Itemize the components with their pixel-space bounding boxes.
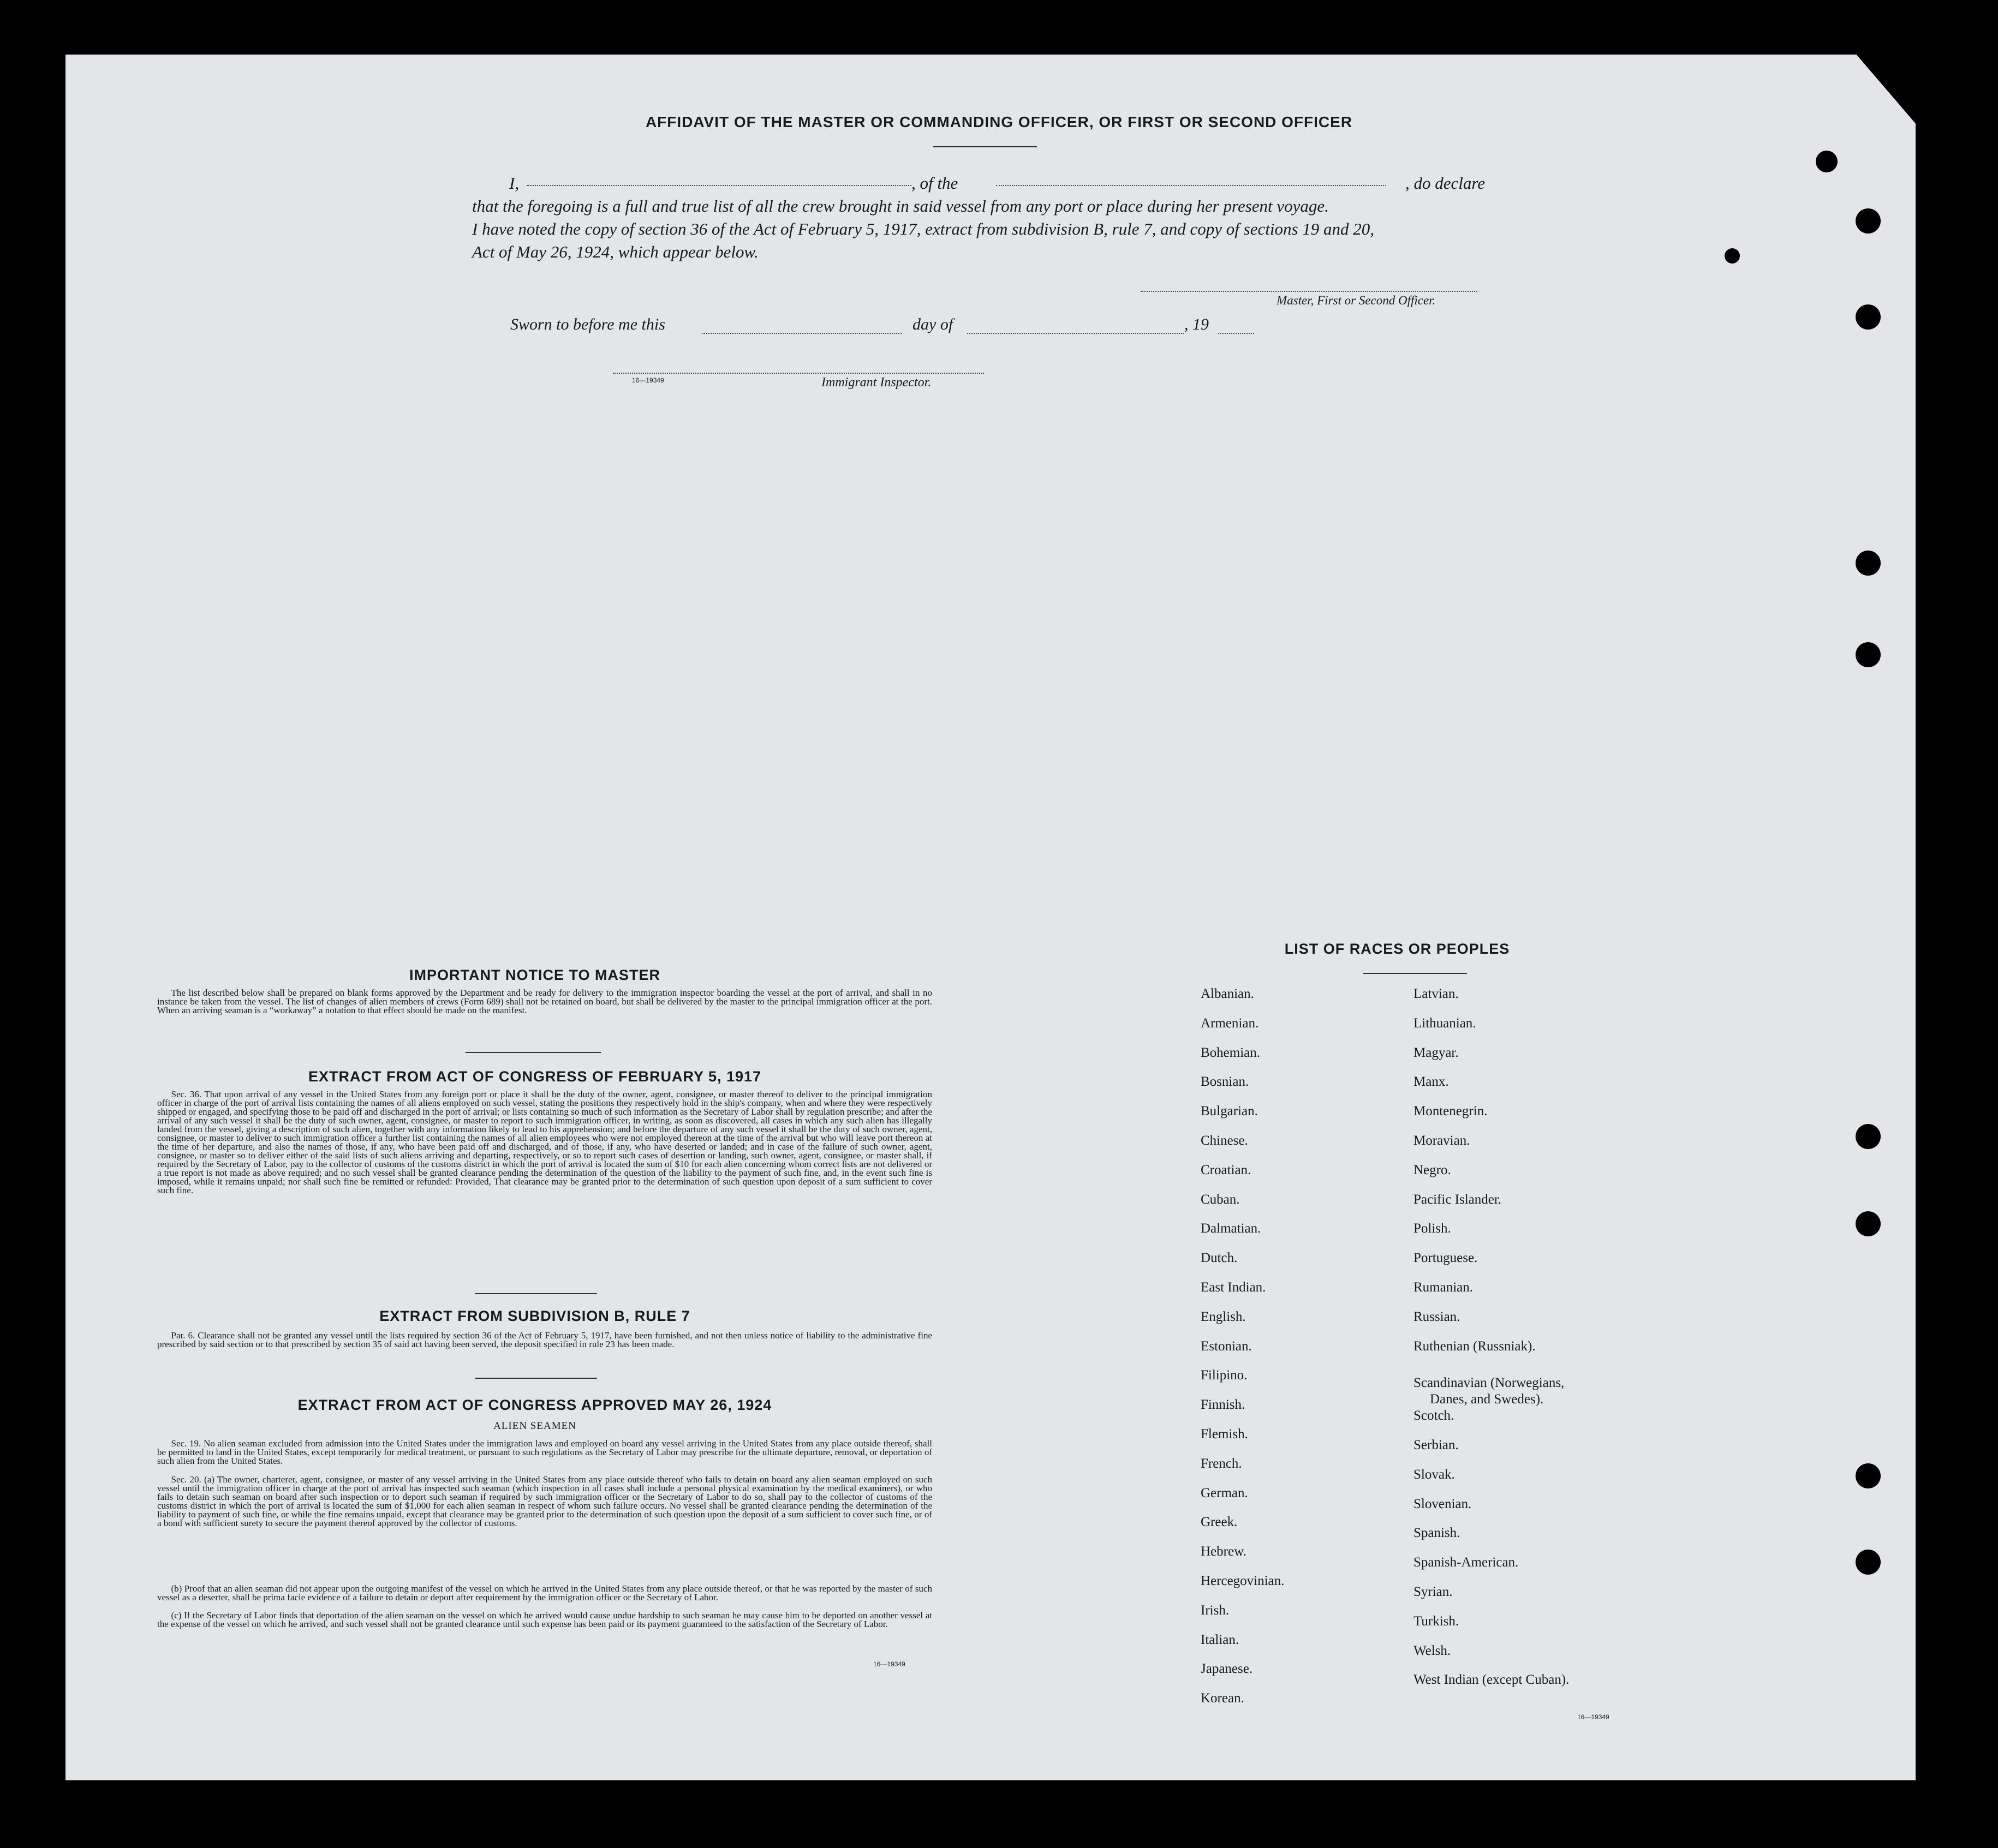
- vessel-name-field[interactable]: [996, 172, 1386, 186]
- race-item: Syrian.: [1413, 1584, 1453, 1599]
- race-item: Rumanian.: [1413, 1280, 1474, 1295]
- sworn-year-field[interactable]: [1218, 320, 1254, 334]
- race-item: West Indian (except Cuban).: [1413, 1672, 1570, 1688]
- race-item: Korean.: [1201, 1691, 1244, 1706]
- race-item: Albanian.: [1201, 986, 1254, 1001]
- race-item: Hercegovinian.: [1201, 1574, 1285, 1588]
- race-item: Russian.: [1413, 1309, 1460, 1324]
- race-item: Serbian.: [1413, 1438, 1459, 1452]
- race-item: English.: [1201, 1309, 1246, 1324]
- race-item: French.: [1201, 1456, 1242, 1471]
- rule7-title: EXTRACT FROM SUBDIVISION B, RULE 7: [379, 1308, 690, 1324]
- race-item: Bulgarian.: [1201, 1104, 1258, 1119]
- race-item: Moravian.: [1413, 1133, 1470, 1148]
- divider: [466, 1052, 601, 1053]
- divider: [475, 1378, 597, 1379]
- binder-hole: [1856, 304, 1881, 330]
- race-item: Irish.: [1201, 1602, 1230, 1618]
- race-item: Ruthenian (Russniak).: [1413, 1338, 1536, 1354]
- race-item: Italian.: [1201, 1632, 1239, 1647]
- race-item: Latvian.: [1413, 986, 1459, 1001]
- extract-1917-title: EXTRACT FROM ACT OF CONGRESS OF FEBRUARY 5, 1917: [308, 1068, 762, 1085]
- race-item: Estonian.: [1201, 1338, 1252, 1354]
- race-item: Dutch.: [1201, 1251, 1238, 1266]
- declarant-name-field[interactable]: [527, 172, 911, 186]
- race-item: Croatian.: [1201, 1162, 1251, 1177]
- race-item: Welsh.: [1413, 1643, 1451, 1658]
- race-item: Greek.: [1201, 1515, 1238, 1530]
- race-item: Slovenian.: [1413, 1496, 1472, 1511]
- sec20b-text: (b) Proof that an alien seaman did not appear upon the outgoing manifest of the vessel on which he arrived in the United States from any place outside thereof, or that he was reported by the master of such vessel as a deserter, shall be prima facie evidence of a failure to detain or deport after requirement by the immigration officer or the Secretary of Labor.: [157, 1583, 932, 1602]
- alien-seamen-subtitle: ALIEN SEAMEN: [493, 1420, 576, 1432]
- sworn-day-field[interactable]: [702, 320, 902, 334]
- binder-hole: [1816, 151, 1838, 172]
- race-item: Portuguese.: [1413, 1251, 1478, 1266]
- rule7-text: Par. 6. Clearance shall not be granted any vessel until the lists required by section 36 of the Act of February 5, 1917, have been furnished, and not then unless notice of liability to the administrative fine prescribed by said section or to that prescribed by section 35 of said act having been served, the deposit specified in rule 23 has been made.: [157, 1330, 932, 1349]
- races-right-column: [1413, 986, 1697, 1718]
- form-number: 16—19349: [632, 376, 664, 384]
- race-item: Slovak.: [1413, 1467, 1455, 1482]
- extract-1917-text: Sec. 36. That upon arrival of any vessel in the United States from any foreign port or place it shall be the duty of the owner, agent, consignee, or master thereof to deliver to the principal immigration officer in charge of the port of arrival lists containing the names of all aliens employed on such vessel, stating the positions they respectively hold in the ship's company, when and where they were respectively shipped or engaged, and specifying those to be paid off and discharged in the port of arrival; or lists containing so much of such information as the Secretary of Labor shall by regulation prescribe; and after the arrival of any such vessel it shall be the duty of such owner, agent, consignee, or master to report to such immigration officer, in writing, as soon as discovered, all cases in which any such alien has illegally landed from the vessel, giving a description of such alien, together with any information likely to lead to his apprehension; and before the departure of any such vessel it shall be the duty of such owner, agent, consignee, or master to deliver to such immigration officer a further list containing the names of all alien employees who were not employed thereon at the time of the arrival but who will leave port thereon at the time of her departure, and also the names of those, if any, who have been paid off and discharged, and of those, if any, who have deserted or landed; and in case of the failure of such owner, agent, consignee, or master so to deliver either of the said lists of such aliens arriving and departing, respectively, or so to report such cases of desertion or landing, such owner, agent, consignee, or master shall, if required by the Secretary of Labor, pay to the collector of customs of the customs district in which the port of arrival is located the sum of $10 for each alien concerning whom correct lists are not delivered or a true report is not made as above required; and no such vessel shall be granted clearance pending the determination of the question of the liability to the payment of such fine, and, in the event such fine is imposed, while it remains unpaid; nor shall such fine be remitted or refunded: Provided, That clearance may be granted prior to the determination of such question upon deposit of a sum sufficient to cover such fine.: [157, 1089, 932, 1195]
- races-title: LIST OF RACES OR PEOPLES: [1284, 941, 1510, 957]
- race-item: Filipino.: [1201, 1368, 1248, 1383]
- sec20a-text: Sec. 20. (a) The owner, charterer, agent, consignee, or master of any vessel arriving in the United States from any place outside thereof who fails to detain on board any alien seaman employed on such vessel until the immigration officer in charge at the port of arrival has inspected such seaman (which inspection in all cases shall include a personal physical examination by the medical examiners), or who fails to detain such seaman on board after such inspection or to deport such seaman if required by such immigration officer or the Secretary of Labor to do so, shall pay to the collector of customs of the customs district in which the port of arrival is located the sum of $1,000 for each alien seaman in respect of whom such failure occurs. No vessel shall be granted clearance pending the determination of the liability to payment of such fine, or while the fine remains unpaid, except that clearance may be granted prior to the determination of such question upon the deposit of a sum sufficient to cover such fine, or of a bond with sufficient surety to secure the payment thereof approved by the collector of customs.: [157, 1474, 932, 1528]
- binder-hole: [1856, 208, 1881, 234]
- race-item: Turkish.: [1413, 1613, 1459, 1629]
- form-number: 16—19349: [873, 1660, 905, 1668]
- race-item: Pacific Islander.: [1413, 1192, 1502, 1207]
- declaration-line-4: Act of May 26, 1924, which appear below.: [472, 242, 759, 261]
- race-item: Chinese.: [1201, 1133, 1248, 1148]
- divider: [933, 146, 1037, 147]
- do-declare-label: , do declare: [1405, 174, 1486, 193]
- day-of-label: day of: [912, 315, 953, 333]
- binder-hole: [1856, 1124, 1881, 1149]
- extract-1924-title: EXTRACT FROM ACT OF CONGRESS APPROVED MAY 26, 1924: [297, 1397, 772, 1413]
- race-item: Negro.: [1413, 1162, 1451, 1177]
- inspector-label: Immigrant Inspector.: [821, 375, 932, 390]
- race-item: East Indian.: [1201, 1280, 1266, 1295]
- binder-hole: [1856, 1211, 1881, 1236]
- notice-text: The list described below shall be prepared on blank forms approved by the Department and be ready for delivery to the immigration inspector boarding the vessel at the port of arrival, and shall in no instance be taken from the vessel. The list of changes of alien members of crews (Form 689) shall not be retained on board, but shall be delivered by the master to the principal immigration officer at the port. When an arriving seaman is a “workaway” a notation to that effect should be made on the manifest.: [157, 988, 932, 1015]
- binder-hole: [1856, 1550, 1881, 1575]
- race-item: Spanish.: [1413, 1526, 1460, 1541]
- binder-hole: [1856, 642, 1881, 667]
- inspector-signature-line[interactable]: [613, 373, 984, 374]
- affidavit-title: AFFIDAVIT OF THE MASTER OR COMMANDING OFFICER, OR FIRST OR SECOND OFFICER: [645, 113, 1353, 130]
- year-label: , 19: [1184, 315, 1209, 333]
- race-item: Finnish.: [1201, 1397, 1245, 1413]
- form-number: 16—19349: [1577, 1713, 1609, 1721]
- race-item: Danes, and Swedes).: [1430, 1392, 1544, 1407]
- sworn-label: Sworn to before me this: [510, 315, 665, 333]
- binder-hole: [1725, 248, 1740, 264]
- race-item: Scandinavian (Norwegians,: [1413, 1375, 1565, 1391]
- race-item: Flemish.: [1201, 1427, 1248, 1442]
- race-item: Japanese.: [1201, 1661, 1253, 1677]
- race-item: Cuban.: [1201, 1192, 1240, 1207]
- race-item: Bohemian.: [1201, 1045, 1261, 1060]
- race-item: Hebrew.: [1201, 1544, 1246, 1559]
- race-item: Polish.: [1413, 1221, 1451, 1236]
- race-item: Armenian.: [1201, 1015, 1259, 1031]
- race-item: German.: [1201, 1485, 1248, 1500]
- signature-label: Master, First or Second Officer.: [1277, 294, 1436, 307]
- declaration-line-2: that the foregoing is a full and true list of all the crew brought in said vessel from any port or place during her present voyage.: [472, 196, 1329, 216]
- signature-line[interactable]: [1141, 291, 1477, 292]
- declaration-line-3: I have noted the copy of section 36 of the Act of February 5, 1917, extract from subdivision B, rule 7, and copy of sections 19 and 20,: [472, 219, 1375, 238]
- race-item: Dalmatian.: [1201, 1221, 1261, 1236]
- race-item: Montenegrin.: [1413, 1104, 1488, 1119]
- race-item: Manx.: [1413, 1074, 1449, 1090]
- declarant-label: I,: [509, 174, 520, 193]
- divider: [475, 1293, 597, 1294]
- race-item: Scotch.: [1413, 1408, 1454, 1424]
- divider: [1363, 973, 1467, 974]
- race-item: Magyar.: [1413, 1045, 1459, 1060]
- sworn-month-field[interactable]: [967, 320, 1184, 334]
- binder-hole: [1856, 551, 1881, 576]
- notice-title: IMPORTANT NOTICE TO MASTER: [409, 967, 660, 983]
- sec19-text: Sec. 19. No alien seaman excluded from admission into the United States under the immigration laws and employed on board any vessel arriving in the United States from any place outside thereof, shall be permitted to land in the United States, except temporarily for medical treatment, or pursuant to such regulations as the Secretary of Labor may prescribe for the ultimate departure, removal, or deportation of such alien from the United States.: [157, 1438, 932, 1466]
- race-item: Spanish-American.: [1413, 1555, 1519, 1570]
- binder-hole: [1856, 1463, 1881, 1488]
- race-item: Bosnian.: [1201, 1074, 1249, 1090]
- of-the-label: , of the: [911, 174, 958, 193]
- sec20c-text: (c) If the Secretary of Labor finds that deportation of the alien seaman on the vessel on which he arrived would cause undue hardship to such seaman he may cause him to be deported on another vessel at the expense of the vessel on which he arrived, and such vessel shall not be granted clearance until such expense has been paid or its payment guaranteed to the satisfaction of the Secretary of Labor.: [157, 1610, 932, 1629]
- affidavit-declaration: [472, 172, 1498, 264]
- race-item: Lithuanian.: [1413, 1015, 1476, 1031]
